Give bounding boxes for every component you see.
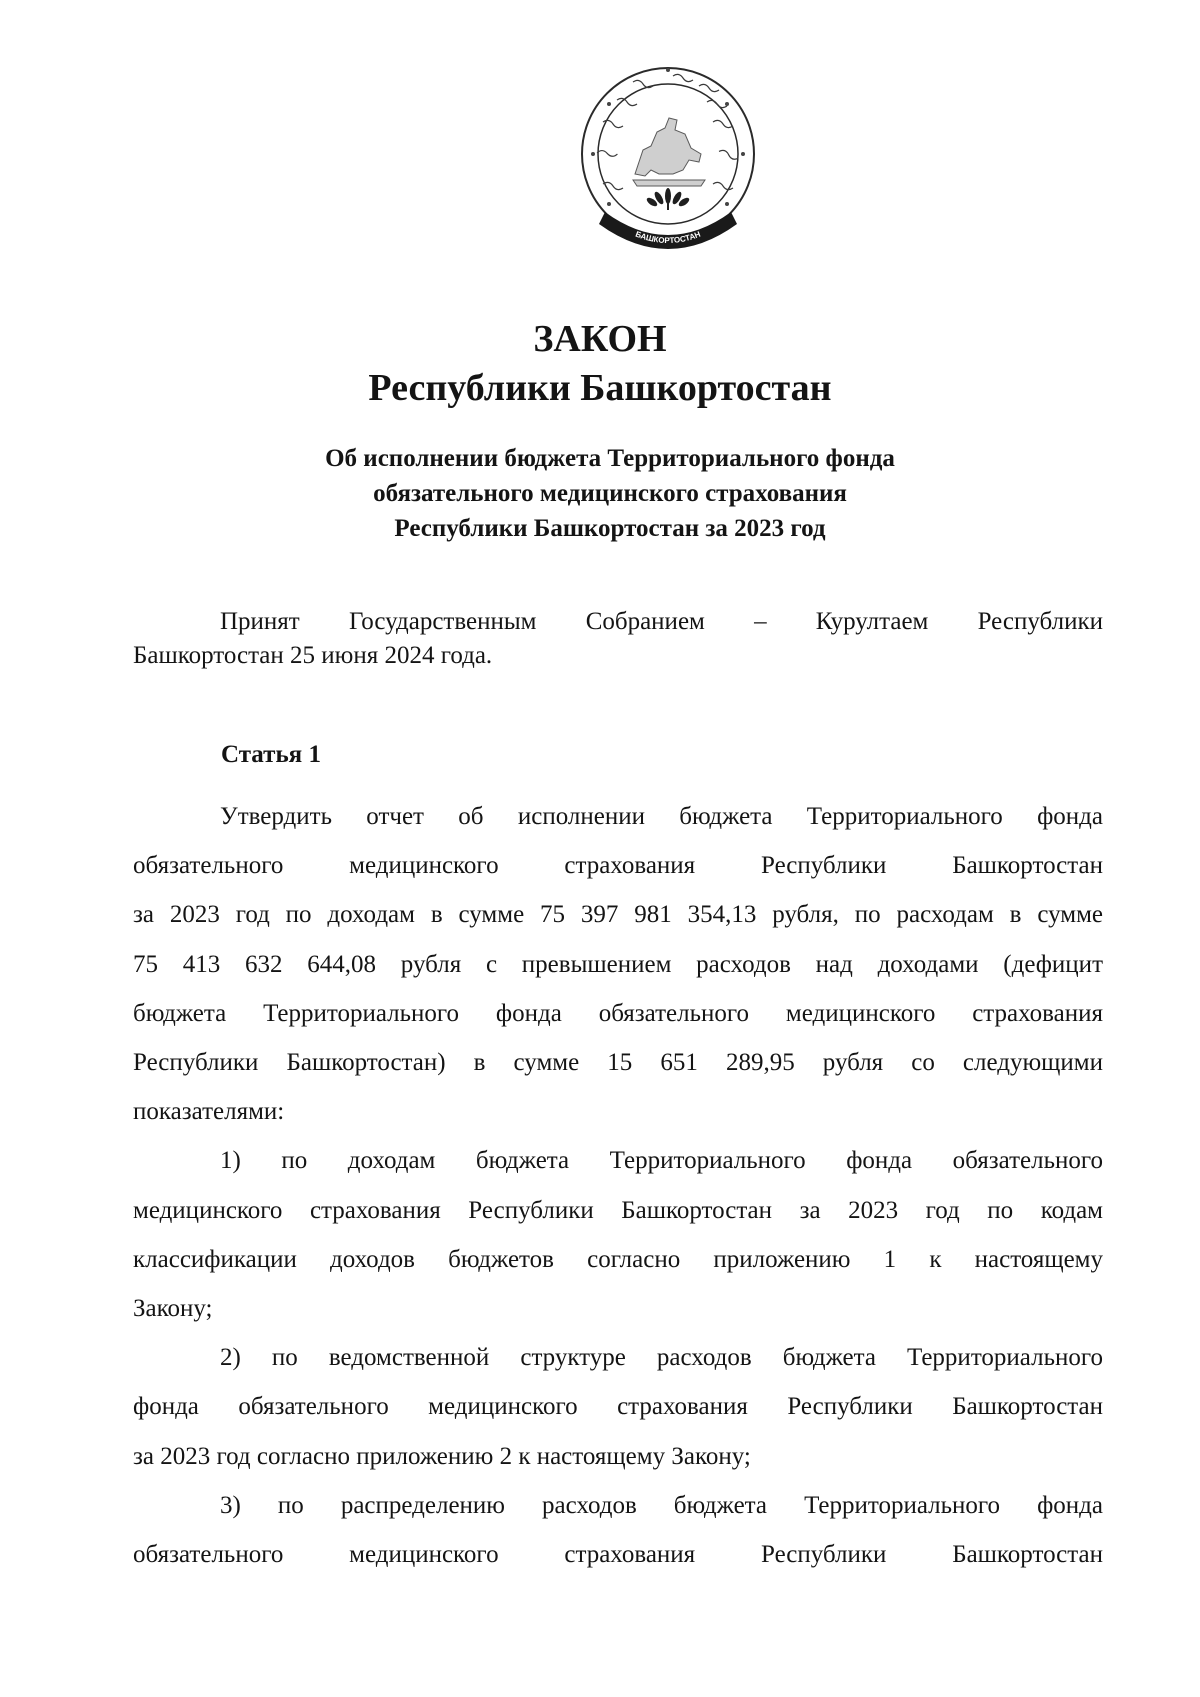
text-line: медицинского страхования Республики Башкортостан за 2023 год по кодам: [133, 1196, 1103, 1224]
text-line: обязательного медицинского страхования Республики Башкортостан: [133, 852, 1103, 880]
article-intro-paragraph: [133, 792, 1103, 1136]
text-line: 1) по доходам бюджета Территориального фонда обязательного: [220, 1147, 1103, 1175]
list-item: [133, 1333, 1103, 1481]
law-heading: [250, 441, 970, 546]
text-line: Республики Башкортостан) в сумме 15 651 289,95 рубля со следующими: [133, 1049, 1103, 1077]
document-issuer-title: Республики Башкортостан: [368, 367, 832, 409]
text-line: 3) по распределению расходов бюджета Территориального фонда: [220, 1491, 1103, 1519]
text-line: обязательного медицинского страхования Республики Башкортостан: [133, 1541, 1103, 1569]
text-line: 2) по ведомственной структуре расходов бюджета Территориального: [220, 1344, 1103, 1372]
text-line: 75 413 632 644,08 рубля с превышением расходов над доходами (дефицит: [133, 950, 1103, 978]
heading-line: Об исполнении бюджета Территориального фонда: [325, 445, 895, 472]
heading-line: Республики Башкортостан за 2023 год: [394, 515, 826, 542]
document-type-title: ЗАКОН: [533, 318, 667, 360]
text-line: классификации доходов бюджетов согласно приложению 1 к настоящему: [133, 1245, 1103, 1273]
adoption-note: [133, 605, 1103, 673]
adoption-line: Принят Государственным Собранием – Курултаем Республики: [220, 608, 1103, 635]
text-line: за 2023 год согласно приложению 2 к настоящему Закону;: [133, 1442, 751, 1470]
text-line: бюджета Территориального фонда обязательного медицинского страхования: [133, 999, 1103, 1027]
text-line: фонда обязательного медицинского страхования Республики Башкортостан: [133, 1393, 1103, 1421]
text-line: Закону;: [133, 1295, 213, 1323]
coat-of-arms-emblem: [573, 62, 763, 267]
emblem-ribbon-text: БАШКОРТОСТАН: [634, 229, 702, 246]
article-body: [133, 792, 1103, 1579]
text-line: Утвердить отчет об исполнении бюджета Территориального фонда: [220, 803, 1103, 830]
article-title: Статья 1: [221, 741, 321, 768]
text-line: показателями:: [133, 1098, 285, 1126]
list-item: [133, 1136, 1103, 1333]
heading-line: обязательного медицинского страхования: [373, 480, 847, 507]
adoption-line: Башкортостан 25 июня 2024 года.: [133, 642, 493, 669]
list-item: [133, 1481, 1103, 1579]
text-line: за 2023 год по доходам в сумме 75 397 981 354,13 рубля, по расходам в сумме: [133, 901, 1103, 929]
